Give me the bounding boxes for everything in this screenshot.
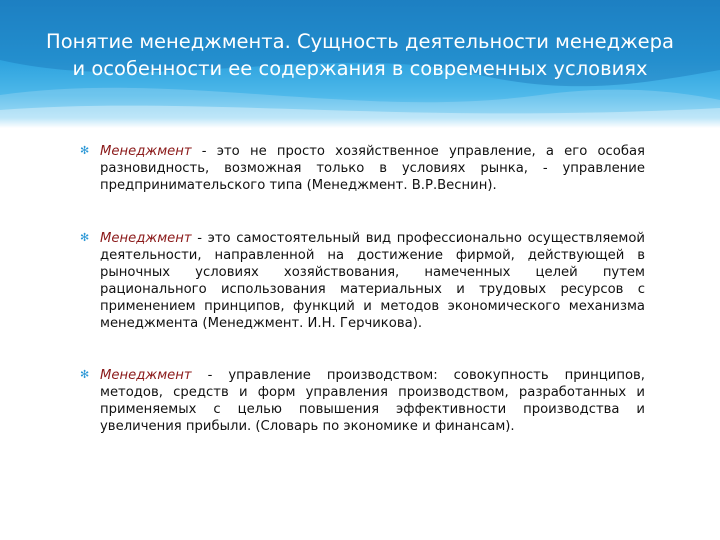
- asterisk-icon: ✻: [80, 144, 90, 157]
- definition-term-3: Менеджмент: [100, 368, 192, 383]
- definition-text-2: [100, 230, 645, 332]
- asterisk-icon: ✻: [80, 368, 90, 381]
- definition-item-3: [80, 367, 645, 435]
- slide-title-line-2: и особенности ее содержания в современных условиях: [72, 57, 648, 80]
- definition-body-3: - управление производством: совокупность принципов, методов, средств и форм управления производством, разработанных и применяемых с целью повышения эффективности производства и увеличения прибыли. (Словарь по экономике и финансам).: [100, 368, 645, 434]
- definition-text-1: [100, 143, 645, 194]
- definition-term-2: Менеджмент: [100, 231, 192, 246]
- asterisk-icon: ✻: [80, 231, 90, 244]
- definitions-list: [80, 143, 645, 471]
- definition-term-1: Менеджмент: [100, 144, 192, 159]
- definition-body-2: - это самостоятельный вид профессионально осуществляемой деятельности, направленной на достижение фирмой, действующей в рыночных условиях хозяйствования, намеченных целей путем рационального использования материальных и трудовых ресурсов с применением принципов, функций и методов экономического механизма менеджмента (Менеджмент. И.Н. Герчикова).: [100, 231, 645, 331]
- slide-title: [0, 28, 720, 82]
- slide-title-line-1: Понятие менеджмента. Сущность деятельности менеджера: [46, 30, 674, 53]
- definition-body-1: - это не просто хозяйственное управление, а его особая разновидность, возможная только в условиях рынка, - управление предпринимательского типа (Менеджмент. В.Р.Веснин).: [100, 144, 645, 193]
- definition-text-3: [100, 367, 645, 435]
- slide-header: [0, 0, 720, 128]
- definition-item-2: [80, 230, 645, 332]
- definition-item-1: [80, 143, 645, 194]
